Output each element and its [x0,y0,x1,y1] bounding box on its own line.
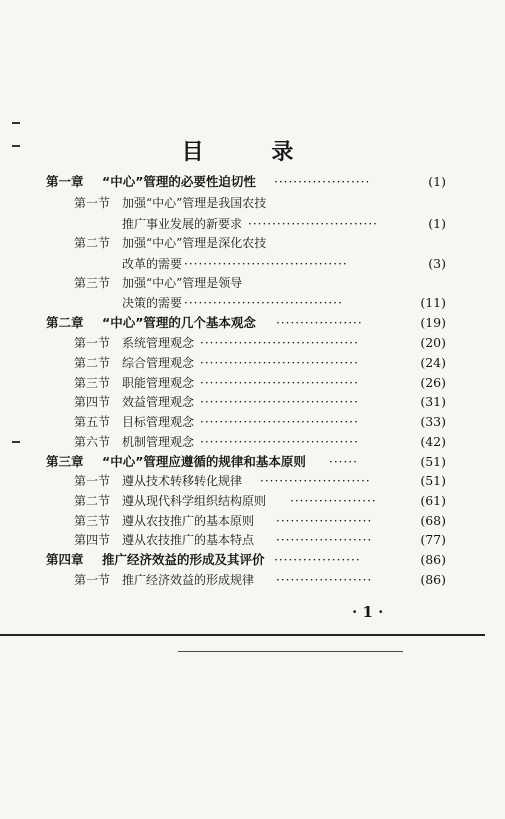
entry-title: 遵从现代科学组织结构原则 [122,494,267,508]
entry-label: 第二节 [74,356,111,370]
entry-leader: ·················· [290,494,377,508]
entry-label: 第四节 [74,395,111,409]
entry-leader: ·································· [184,257,348,271]
scan-mark [12,441,20,443]
entry-leader: ·················· [274,553,361,567]
toc-entry [46,412,446,432]
entry-label: 第四章 [46,552,84,567]
toc-entry [46,273,446,293]
entry-label: 第一节 [74,573,111,587]
entry-page: (68) [420,513,446,528]
entry-leader: ································· [200,376,359,390]
entry-page: (86) [420,552,446,567]
entry-title: 职能管理观念 [122,376,195,390]
entry-label: 第一章 [46,174,84,189]
entry-title: 改革的需要 [122,257,183,271]
entry-label: 第一节 [74,336,111,350]
page-title: 目 录 [181,140,324,165]
entry-label: 第六节 [74,435,111,449]
toc-entry [46,293,446,313]
entry-title: 推广经济效益的形成规律 [122,573,255,587]
entry-leader: ······················· [260,474,371,488]
entry-title: 推广经济效益的形成及其评价 [102,552,265,567]
entry-leader: ···················· [276,573,373,587]
entry-page: (24) [420,355,446,370]
toc-entry [46,254,446,274]
entry-title: 加强“中心”管理是我国农技 [122,196,267,210]
toc-entry [46,511,446,531]
entry-title: 系统管理观念 [122,336,195,350]
entry-page: (3) [428,256,446,271]
toc-entry [46,452,446,472]
entry-leader: ··························· [248,217,378,231]
entry-page: (33) [420,414,446,429]
entry-leader: ································· [200,336,359,350]
bottom-rule [0,634,485,636]
entry-title: 决策的需要 [122,296,183,310]
entry-label: 第三章 [46,454,84,469]
entry-page: (1) [428,174,446,189]
entry-title: 目标管理观念 [122,415,195,429]
entry-leader: ································· [200,435,359,449]
entry-page: (31) [420,394,446,409]
entry-page: (11) [420,295,446,310]
entry-page: (20) [420,335,446,350]
entry-leader: ···················· [276,514,373,528]
toc-entry [46,392,446,412]
toc-entry [46,491,446,511]
toc-entry [46,233,446,253]
entry-title: 推广事业发展的新要求 [122,217,243,231]
entry-page: (61) [420,493,446,508]
entry-title: 加强“中心”管理是领导 [122,276,243,290]
entry-leader: ···················· [274,175,371,189]
entry-title: 效益管理观念 [122,395,195,409]
entry-title: 遵从农技推广的基本特点 [122,533,255,547]
entry-page: (51) [420,473,446,488]
entry-title: “中心”管理的必要性迫切性 [102,174,256,189]
toc-entry [46,313,446,333]
page-number: · 1 · [352,603,384,621]
entry-page: (77) [420,532,446,547]
entry-label: 第二节 [74,494,111,508]
toc-entry [46,353,446,373]
toc-entry [46,550,446,570]
entry-leader: ································· [200,356,359,370]
toc-entry [46,172,446,192]
entry-label: 第二章 [46,315,84,330]
entry-label: 第一节 [74,474,111,488]
entry-label: 第三节 [74,276,111,290]
bottom-rule-light [178,651,403,652]
scan-mark [12,145,20,147]
toc-entry [46,193,446,213]
entry-title: “中心”管理的几个基本观念 [102,315,256,330]
entry-title: 机制管理观念 [122,435,195,449]
entry-label: 第四节 [74,533,111,547]
entry-label: 第一节 [74,196,111,210]
entry-leader: ······ [329,455,358,469]
entry-leader: ···················· [276,533,373,547]
toc-entry [46,373,446,393]
entry-page: (51) [420,454,446,469]
entry-page: (42) [420,434,446,449]
entry-page: (1) [428,216,446,231]
entry-title: 加强“中心”管理是深化农技 [122,236,267,250]
entry-title: 遵从农技推广的基本原则 [122,514,255,528]
entry-title: 综合管理观念 [122,356,195,370]
toc-entry [46,432,446,452]
scan-mark [12,122,20,124]
toc-entry [46,214,446,234]
entry-label: 第二节 [74,236,111,250]
entry-page: (86) [420,572,446,587]
entry-label: 第五节 [74,415,111,429]
entry-leader: ································· [184,296,343,310]
toc-entry [46,530,446,550]
entry-title: “中心”管理应遵循的规律和基本原则 [102,454,306,469]
entry-page: (26) [420,375,446,390]
toc-entry [46,471,446,491]
entry-leader: ································· [200,415,359,429]
entry-title: 遵从技术转移转化规律 [122,474,243,488]
entry-label: 第三节 [74,514,111,528]
entry-label: 第三节 [74,376,111,390]
toc-entry [46,333,446,353]
toc-entry [46,570,446,590]
entry-leader: ································· [200,395,359,409]
entry-leader: ·················· [276,316,363,330]
entry-page: (19) [420,315,446,330]
